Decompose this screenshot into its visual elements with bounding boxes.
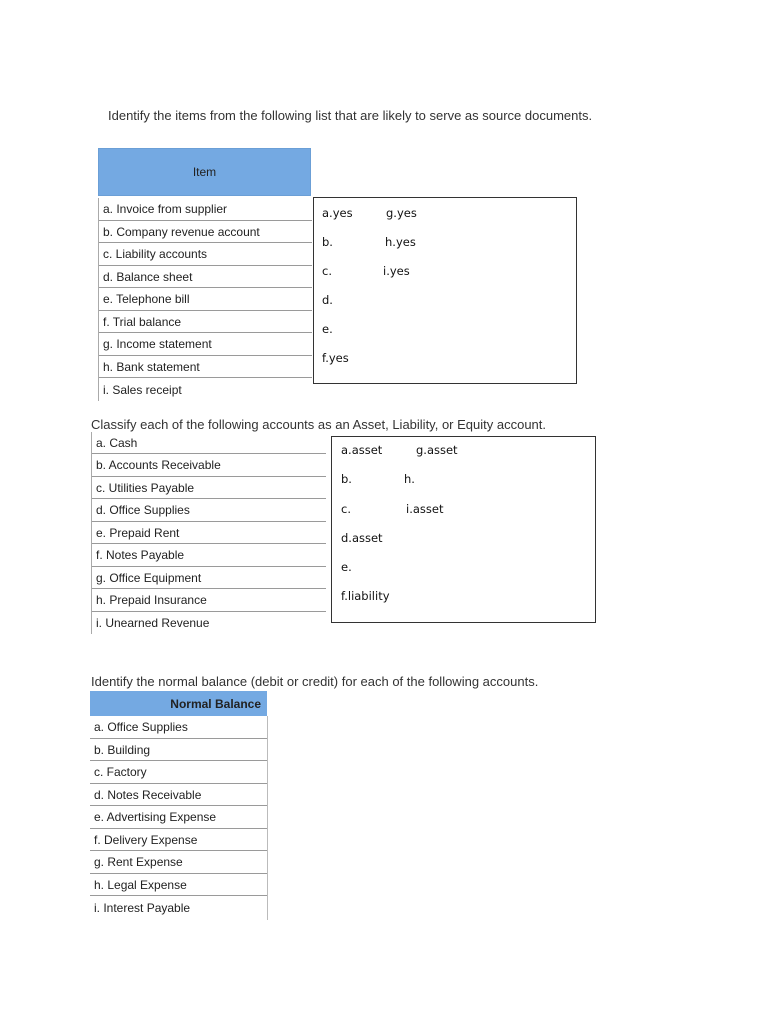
list-item: e. Telephone bill bbox=[99, 288, 312, 311]
answer-text: c. bbox=[341, 502, 351, 516]
section1-answer-box bbox=[313, 197, 577, 384]
answer-text: g.yes bbox=[386, 206, 417, 220]
list-item: b. Accounts Receivable bbox=[92, 454, 326, 477]
list-item: c. Factory bbox=[90, 761, 267, 784]
answer-text: h.yes bbox=[385, 235, 416, 249]
answer-text: h. bbox=[404, 472, 415, 486]
list-item: h. Legal Expense bbox=[90, 874, 267, 896]
list-item: g. Rent Expense bbox=[90, 851, 267, 874]
list-item: h. Bank statement bbox=[99, 356, 312, 378]
list-item: a. Cash bbox=[92, 432, 326, 454]
answer-text: f.liability bbox=[341, 589, 390, 603]
list-item: i. Unearned Revenue bbox=[96, 616, 210, 630]
section1-item-list bbox=[98, 198, 312, 401]
answer-text: e. bbox=[341, 560, 352, 574]
section2-item-list bbox=[91, 432, 326, 634]
list-item: e. Prepaid Rent bbox=[92, 522, 326, 544]
list-item: i. Sales receipt bbox=[103, 382, 182, 397]
list-item: a. Invoice from supplier bbox=[99, 198, 312, 221]
list-item: f. Notes Payable bbox=[92, 544, 326, 567]
normal-balance-column-header: Normal Balance bbox=[90, 691, 267, 716]
list-item: c. Utilities Payable bbox=[92, 477, 326, 499]
section2-prompt: Classify each of the following accounts as an Asset, Liability, or Equity account. bbox=[91, 417, 546, 432]
list-item: g. Income statement bbox=[99, 333, 312, 356]
list-item: g. Office Equipment bbox=[92, 567, 326, 589]
answer-text: i.asset bbox=[406, 502, 444, 516]
section3-item-list bbox=[90, 716, 267, 919]
list-item: i. Interest Payable bbox=[94, 900, 191, 915]
list-item: d. Balance sheet bbox=[99, 266, 312, 288]
answer-text: c. bbox=[322, 264, 332, 278]
section3-prompt: Identify the normal balance (debit or credit) for each of the following accounts. bbox=[91, 674, 539, 689]
answer-text: d.asset bbox=[341, 531, 383, 545]
list-item: b. Building bbox=[90, 739, 267, 761]
answer-text: a.yes bbox=[322, 206, 353, 220]
section2-answer-box bbox=[331, 436, 596, 623]
answer-text: a.asset bbox=[341, 443, 383, 457]
list-item: f. Delivery Expense bbox=[90, 829, 267, 851]
table-divider bbox=[267, 716, 268, 920]
list-item: b. Company revenue account bbox=[99, 221, 312, 243]
list-item: a. Office Supplies bbox=[90, 716, 267, 739]
answer-text: e. bbox=[322, 322, 333, 336]
list-item: c. Liability accounts bbox=[99, 243, 312, 266]
answer-text: i.yes bbox=[383, 264, 410, 278]
answer-text: b. bbox=[341, 472, 352, 486]
list-item: f. Trial balance bbox=[99, 311, 312, 333]
item-column-header: Item bbox=[98, 148, 311, 196]
list-item: h. Prepaid Insurance bbox=[92, 589, 326, 612]
list-item: d. Notes Receivable bbox=[90, 784, 267, 806]
answer-text: g.asset bbox=[416, 443, 458, 457]
section1-prompt: Identify the items from the following list that are likely to serve as source documents. bbox=[108, 108, 593, 123]
answer-text: b. bbox=[322, 235, 333, 249]
answer-text: d. bbox=[322, 293, 333, 307]
answer-text: f.yes bbox=[322, 351, 349, 365]
list-item: e. Advertising Expense bbox=[90, 806, 267, 829]
list-item: d. Office Supplies bbox=[92, 499, 326, 522]
